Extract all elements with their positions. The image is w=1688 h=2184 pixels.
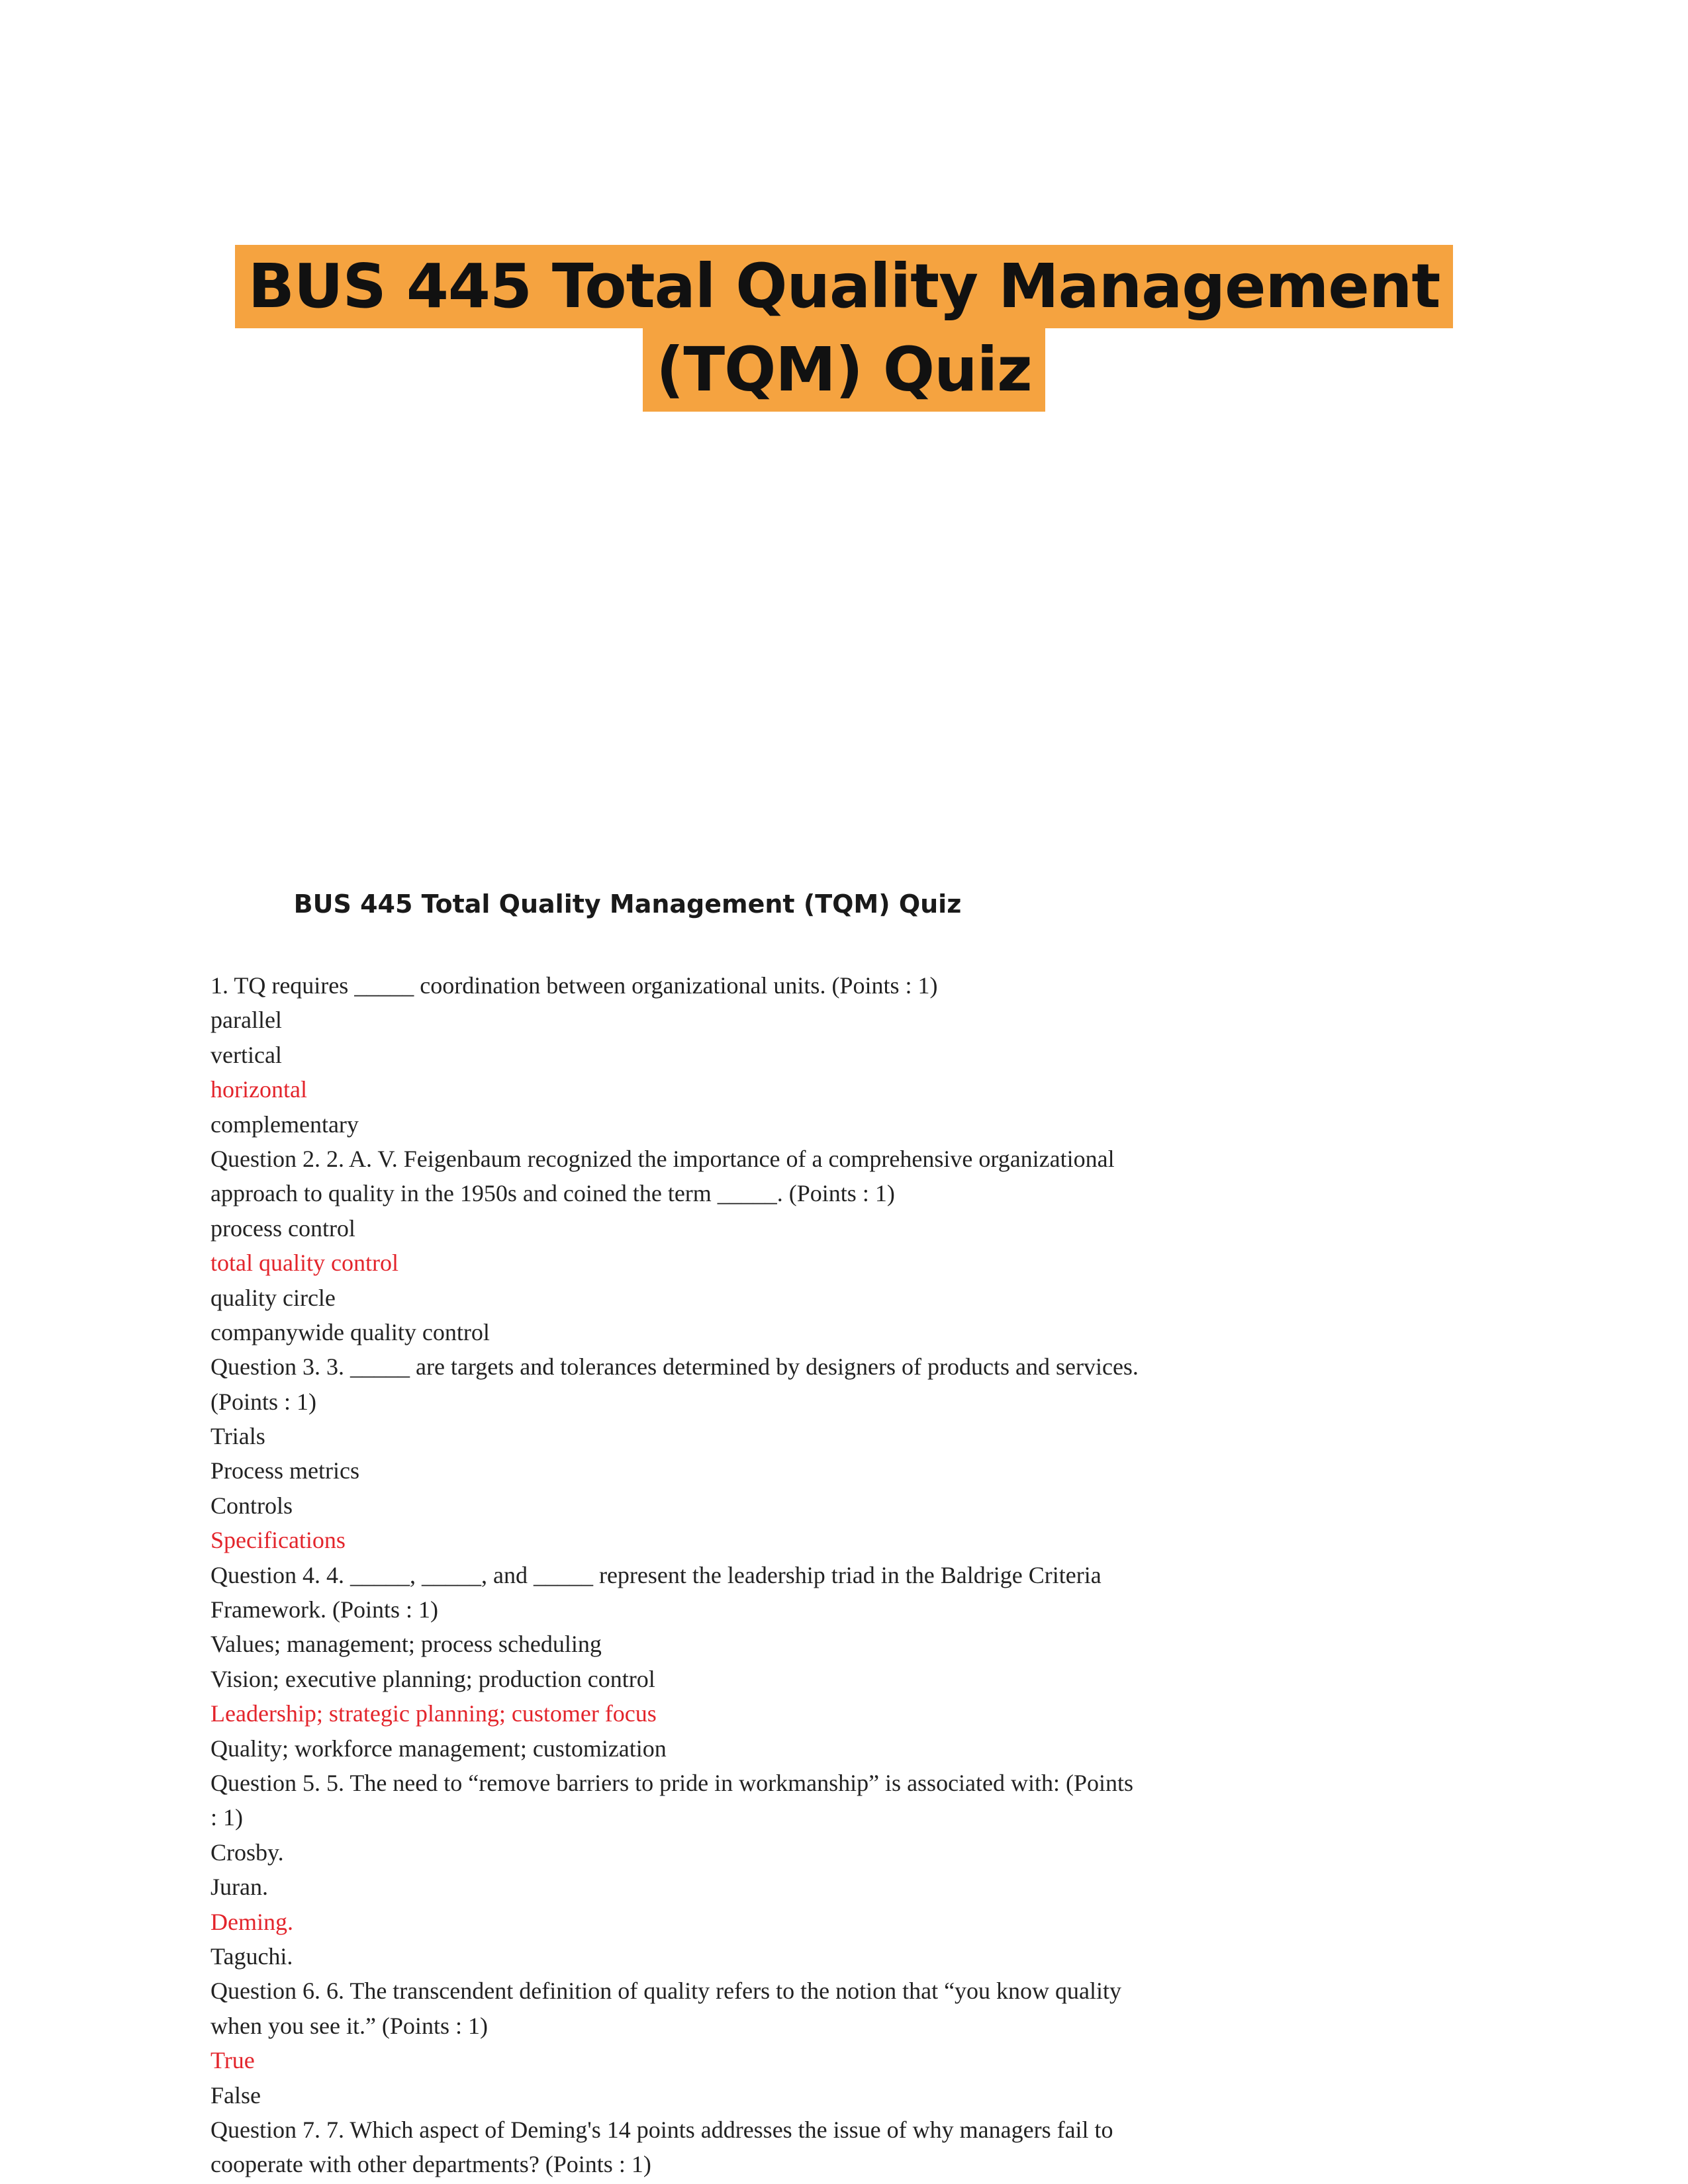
- quiz-line: vertical: [211, 1041, 282, 1068]
- quiz-line: Framework. (Points : 1): [211, 1596, 438, 1623]
- quiz-line: complementary: [211, 1111, 359, 1138]
- quiz-line: Trials: [211, 1423, 265, 1450]
- quiz-answer-line: total quality control: [211, 1250, 399, 1277]
- banner-title-line-1: BUS 445 Total Quality Management: [235, 245, 1454, 328]
- quiz-line: Question 5. 5. The need to “remove barriers to pride in workmanship” is associated with: (Points: [211, 1769, 1134, 1796]
- quiz-line: Process metrics: [211, 1457, 359, 1484]
- quiz-answer-line: Deming.: [211, 1908, 293, 1935]
- quiz-line: quality circle: [211, 1284, 336, 1311]
- quiz-answer-line: horizontal: [211, 1076, 307, 1103]
- quiz-line: Crosby.: [211, 1839, 284, 1866]
- quiz-line: 1. TQ requires _____ coordination between organizational units. (Points : 1): [211, 972, 938, 999]
- quiz-answer-line: True: [211, 2047, 255, 2074]
- banner-title: [0, 245, 1688, 412]
- document-title: BUS 445 Total Quality Management (TQM) Quiz: [293, 889, 962, 919]
- quiz-line: Controls: [211, 1492, 293, 1519]
- quiz-line: False: [211, 2081, 261, 2109]
- quiz-line: Question 3. 3. _____ are targets and tolerances determined by designers of products and services.: [211, 1353, 1139, 1381]
- quiz-line: : 1): [211, 1804, 243, 1831]
- quiz-line: when you see it.” (Points : 1): [211, 2012, 488, 2039]
- quiz-line: companywide quality control: [211, 1318, 490, 1345]
- quiz-line: Taguchi.: [211, 1942, 293, 1970]
- quiz-line: Question 4. 4. _____, _____, and _____ represent the leadership triad in the Baldrige Criteria: [211, 1561, 1102, 1588]
- quiz-line: Juran.: [211, 1874, 268, 1901]
- quiz-line: Quality; workforce management; customization: [211, 1735, 667, 1762]
- quiz-line: process control: [211, 1214, 355, 1242]
- banner-title-line-2: (TQM) Quiz: [643, 328, 1045, 412]
- quiz-line: Question 7. 7. Which aspect of Deming's 14 points addresses the issue of why managers fail to: [211, 2116, 1113, 2143]
- quiz-line: Values; management; process scheduling: [211, 1631, 602, 1658]
- quiz-line: (Points : 1): [211, 1388, 317, 1415]
- quiz-line: parallel: [211, 1007, 282, 1034]
- quiz-line: Vision; executive planning; production control: [211, 1665, 655, 1692]
- quiz-line: approach to quality in the 1950s and coined the term _____. (Points : 1): [211, 1180, 895, 1207]
- quiz-line: cooperate with other departments? (Points : 1): [211, 2151, 651, 2178]
- quiz-line: Question 6. 6. The transcendent definition of quality refers to the notion that “you know quality: [211, 1978, 1122, 2005]
- quiz-line: Question 2. 2. A. V. Feigenbaum recognized the importance of a comprehensive organizational: [211, 1145, 1115, 1172]
- quiz-lines: [211, 968, 1468, 2182]
- quiz-answer-line: Leadership; strategic planning; customer focus: [211, 1700, 657, 1727]
- quiz-answer-line: Specifications: [211, 1527, 346, 1554]
